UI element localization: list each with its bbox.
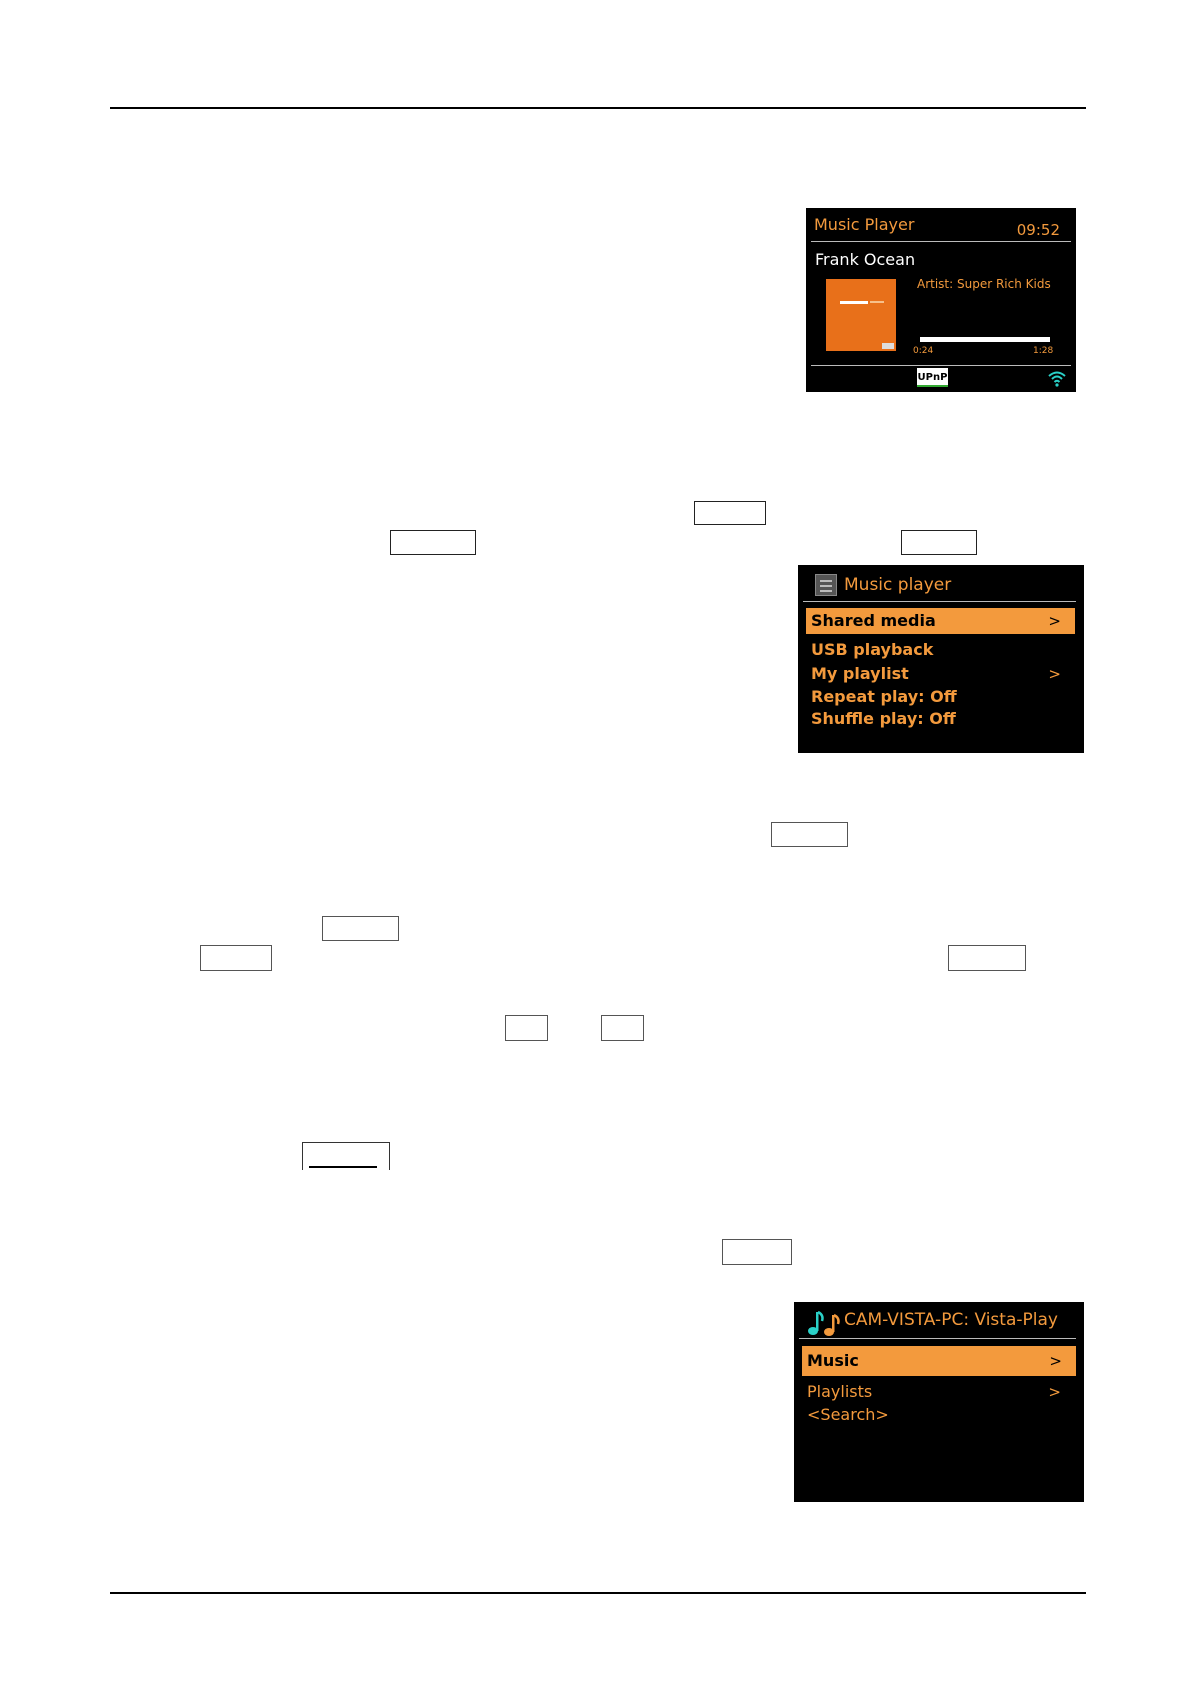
total-time: 1:28 xyxy=(1033,346,1054,356)
music-player-menu-screen xyxy=(798,565,1084,753)
menu-item-label: My playlist xyxy=(811,664,909,683)
artist-name: Frank Ocean xyxy=(815,250,916,269)
key-label-box xyxy=(390,530,476,555)
menu-item-label: Shared media xyxy=(811,611,936,630)
divider xyxy=(811,241,1071,242)
menu-item-label: Playlists xyxy=(807,1382,873,1401)
menu-item-music[interactable] xyxy=(802,1346,1076,1376)
track-info: Artist: Super Rich Kids xyxy=(917,277,1051,291)
underline-mark xyxy=(309,1166,377,1168)
menu-item-label: USB playback xyxy=(811,640,934,659)
key-label-box xyxy=(322,916,399,941)
key-label-box xyxy=(901,530,977,555)
menu-item-shuffle-play[interactable] xyxy=(806,706,1075,732)
footer-rule xyxy=(110,1592,1086,1594)
key-label-box xyxy=(694,501,766,525)
key-label-box xyxy=(601,1015,644,1041)
divider xyxy=(803,601,1076,602)
menu-item-shared-media[interactable] xyxy=(806,608,1075,634)
advisory-label xyxy=(882,343,894,349)
menu-item-label: Music xyxy=(807,1351,859,1370)
album-art xyxy=(826,279,896,351)
chevron-right-icon: > xyxy=(1048,665,1061,683)
screen-title: Music player xyxy=(844,575,952,595)
menu-item-usb-playback[interactable] xyxy=(806,637,1075,663)
menu-item-search[interactable] xyxy=(802,1402,1075,1428)
key-label-box xyxy=(302,1142,390,1170)
chevron-right-icon: > xyxy=(1048,612,1061,630)
divider xyxy=(799,1338,1076,1339)
key-label-box xyxy=(771,822,848,847)
screen-title: CAM-VISTA-PC: Vista-Play xyxy=(844,1310,1058,1330)
progress-fill xyxy=(921,338,962,341)
key-label-box xyxy=(948,945,1026,971)
menu-item-label: Repeat play: Off xyxy=(811,687,957,706)
screen-title: Music Player xyxy=(814,215,915,234)
list-icon xyxy=(815,574,837,596)
music-note-icon xyxy=(806,1309,840,1337)
elapsed-time: 0:24 xyxy=(913,346,934,356)
chevron-right-icon: > xyxy=(1048,1383,1061,1401)
menu-item-label: <Search> xyxy=(807,1405,889,1424)
now-playing-screen xyxy=(806,208,1076,392)
wifi-signal-icon xyxy=(1047,368,1067,388)
key-label-box xyxy=(505,1015,548,1041)
album-art-text xyxy=(870,301,884,303)
progress-bar xyxy=(920,337,1050,342)
album-art-text xyxy=(840,301,868,304)
clock: 09:52 xyxy=(1016,221,1060,239)
divider xyxy=(811,365,1071,366)
menu-item-label: Shuffle play: Off xyxy=(811,709,956,728)
header-rule xyxy=(110,107,1086,109)
key-label-box xyxy=(722,1239,792,1265)
key-label-box xyxy=(200,945,272,971)
server-browse-screen xyxy=(794,1302,1084,1502)
chevron-right-icon: > xyxy=(1049,1352,1062,1370)
upnp-badge: UPnP xyxy=(917,368,948,387)
